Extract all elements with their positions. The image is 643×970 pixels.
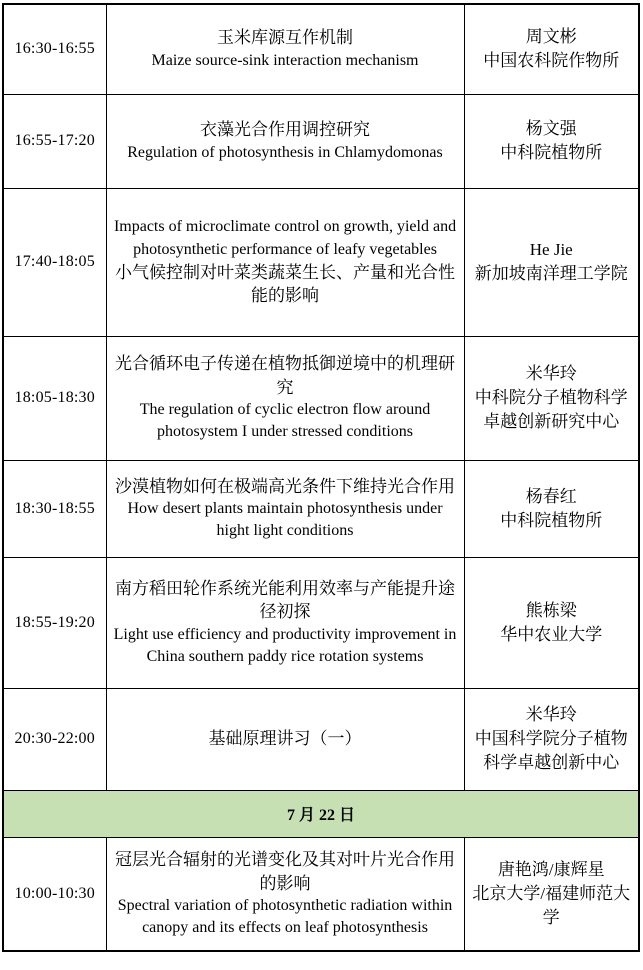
speaker-affiliation: 华中农业大学 xyxy=(500,624,603,644)
title-cell xyxy=(106,460,464,557)
speaker-name: 周文彬 xyxy=(525,27,577,47)
time-cell: 10:00-10:30 xyxy=(3,837,106,951)
speaker-affiliation: 新加坡南洋理工学院 xyxy=(474,264,628,283)
title-cell xyxy=(106,688,464,790)
title-line-en: Light use efficiency and productivity improvement in China southern paddy rice rotation systems xyxy=(113,625,457,665)
title-line-zh: 南方稻田轮作系统光能利用效率与产能提升途径初探 xyxy=(115,578,455,622)
title-line-en: How desert plants maintain photosynthesis under hight light conditions xyxy=(127,500,443,540)
title-line-zh: 小气候控制对叶菜类蔬菜生长、产量和光合性能的影响 xyxy=(115,262,455,306)
speaker-name: 杨春红 xyxy=(525,486,577,506)
schedule-table xyxy=(2,3,640,952)
title-cell xyxy=(106,94,464,188)
speaker-cell xyxy=(464,557,639,688)
time-cell: 16:30-16:55 xyxy=(3,4,106,94)
title-line-en: Maize source-sink interaction mechanism xyxy=(151,51,419,69)
title-line-en: Impacts of microclimate control on growth, yield and photosynthetic performance of leafy vegetables xyxy=(113,218,457,258)
time-cell: 18:30-18:55 xyxy=(3,460,106,557)
schedule-row xyxy=(3,557,639,688)
date-header-row xyxy=(3,790,639,837)
speaker-cell xyxy=(464,837,639,951)
title-cell xyxy=(106,837,464,951)
speaker-affiliation: 中科院植物所 xyxy=(500,143,603,162)
time-cell: 18:05-18:30 xyxy=(3,336,106,460)
title-line-en: Regulation of photosynthesis in Chlamydomonas xyxy=(127,143,443,161)
speaker-cell xyxy=(464,460,639,557)
schedule-row xyxy=(3,837,639,951)
title-cell xyxy=(106,336,464,460)
speaker-name: 熊栋梁 xyxy=(525,600,577,620)
speaker-affiliation: 中科院植物所 xyxy=(500,510,603,530)
title-cell xyxy=(106,188,464,336)
speaker-name: 米华玲 xyxy=(525,705,577,725)
speaker-cell xyxy=(464,188,639,336)
title-line-zh: 沙漠植物如何在极端高光条件下维持光合作用 xyxy=(115,476,455,496)
time-cell: 17:40-18:05 xyxy=(3,188,106,336)
time-cell: 18:55-19:20 xyxy=(3,557,106,688)
speaker-affiliation: 中科院分子植物科学卓越创新研究中心 xyxy=(474,388,628,431)
title-line-zh: 光合循环电子传递在植物抵御逆境中的机理研究 xyxy=(115,354,455,397)
speaker-name: He Jie xyxy=(529,240,573,260)
speaker-cell xyxy=(464,94,639,188)
title-line-zh: 玉米库源互作机制 xyxy=(217,28,353,48)
speaker-cell xyxy=(464,336,639,460)
schedule-row xyxy=(3,4,639,94)
speaker-name: 米华玲 xyxy=(525,364,577,384)
speaker-affiliation: 北京大学/福建师范大学 xyxy=(472,883,631,927)
schedule-row xyxy=(3,94,639,188)
speaker-affiliation: 中国科学院分子植物科学卓越创新中心 xyxy=(474,729,628,772)
schedule-row xyxy=(3,460,639,557)
speaker-affiliation: 中国农科院作物所 xyxy=(483,51,620,71)
schedule-row xyxy=(3,188,639,336)
title-cell xyxy=(106,557,464,688)
title-cell xyxy=(106,4,464,94)
date-header-label: 7 月 22 日 xyxy=(3,790,639,837)
schedule-row xyxy=(3,336,639,460)
title-line-zh: 基础原理讲习（一） xyxy=(208,729,362,749)
speaker-name: 杨文强 xyxy=(525,119,577,139)
time-cell: 16:55-17:20 xyxy=(3,94,106,188)
schedule-row xyxy=(3,688,639,790)
title-line-en: The regulation of cyclic electron flow around photosystem I under stressed conditions xyxy=(139,401,431,441)
title-line-zh: 衣藻光合作用调控研究 xyxy=(200,120,370,140)
title-line-zh: 冠层光合辐射的光谱变化及其对叶片光合作用的影响 xyxy=(115,850,455,893)
title-line-en: Spectral variation of photosynthetic radiation within canopy and its effects on leaf photosynthesis xyxy=(117,897,453,937)
speaker-cell xyxy=(464,4,639,94)
time-cell: 20:30-22:00 xyxy=(3,688,106,790)
speaker-name: 唐艳鸿/康辉星 xyxy=(497,860,605,880)
speaker-cell xyxy=(464,688,639,790)
